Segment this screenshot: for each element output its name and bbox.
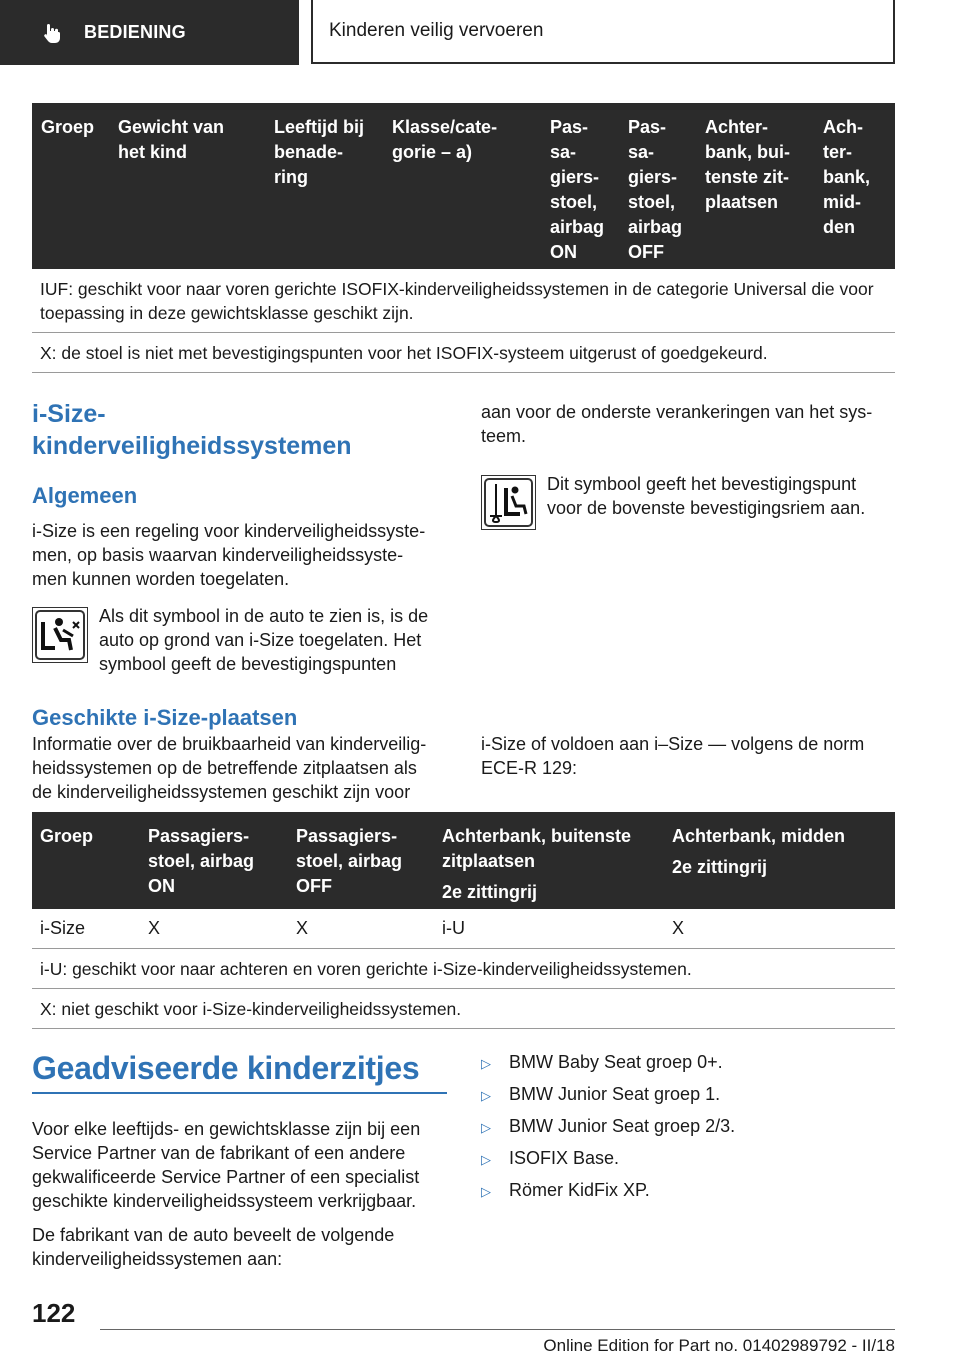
chapter-header: [311, 0, 895, 64]
recommended-seats-list: [481, 1050, 735, 1210]
th2-rear-middle-label: Achterbank, midden: [672, 826, 846, 846]
top-tether-icon: [482, 476, 535, 529]
th-line: Ach-: [823, 117, 863, 137]
th-line: gorie – a): [392, 142, 473, 162]
th-line: airbag: [550, 217, 605, 237]
th-line: bank, bui-: [705, 142, 790, 162]
isize-table: [32, 812, 895, 1029]
th-col-2: [118, 115, 224, 165]
isize-table-header: [32, 812, 895, 909]
th-col-8: [823, 115, 870, 240]
th2-groep: Groep: [40, 826, 94, 846]
th-line: stoel,: [550, 192, 598, 212]
th-line: stoel,: [628, 192, 676, 212]
isofix-table: [32, 103, 895, 373]
tether-symbol-text: Dit symbool geeft het bevestigingspunt voor de bovenste bevestigingsriem aan.: [547, 474, 866, 518]
triangle-bullet-icon: ▷: [481, 1120, 491, 1135]
th-line: Achter-: [705, 117, 769, 137]
tether-symbol: [481, 475, 536, 530]
th-line: Klasse/cate-: [392, 117, 498, 137]
th-line: ring: [274, 167, 308, 187]
triangle-bullet-icon: ▷: [481, 1088, 491, 1103]
list-item-text: ISOFIX Base.: [509, 1148, 620, 1168]
cell-passenger-off: X: [296, 918, 309, 938]
isofix-table-header: [32, 103, 895, 269]
th-line: bank,: [823, 167, 871, 187]
table2-note-iu: i-U: geschikt voor naar achteren en voren gerichte i-Size-kinderveiligheidssystemen.: [32, 949, 895, 989]
isize-seat-symbol: [32, 607, 88, 663]
header-section-tab: [0, 0, 299, 65]
th-col-1: [41, 115, 94, 140]
th-col-6: [628, 115, 682, 265]
places-text-left: Informatie over de bruikbaarheid van kinderveilig- heidssystemen op de betreffende zitplaatsen als de kinderveiligheidssystemen geschikt zijn voor: [32, 734, 427, 802]
isize-continue-text: aan voor de onderste verankeringen van het sys- teem.: [481, 402, 873, 446]
triangle-bullet-icon: ▷: [481, 1056, 491, 1071]
th-line: giers-: [550, 167, 600, 187]
advised-para-2: De fabrikant van de auto beveelt de volgende kinderveiligheidssystemen aan:: [32, 1225, 395, 1269]
cell-passenger-on: X: [148, 918, 161, 938]
table-row: [32, 909, 895, 949]
th-line: sa-: [550, 142, 577, 162]
th-col-7: [705, 115, 790, 215]
th-line: Pas-: [550, 117, 589, 137]
th2-rear-outer: [442, 824, 631, 905]
th-line: sa-: [628, 142, 655, 162]
th-line: Groep: [41, 117, 95, 137]
general-subtitle: Algemeen: [32, 483, 138, 508]
chapter-title: Kinderen veilig vervoeren: [329, 20, 544, 41]
list-item: [481, 1146, 735, 1178]
th-line: airbag: [628, 217, 683, 237]
th-col-3: [274, 115, 364, 190]
table-note-iuf: IUF: geschikt voor naar voren gerichte ISOFIX-kinderveiligheidssystemen in de categorie Universal die voor toepassing in deze gewichtsklasse geschikt zijn.: [32, 269, 895, 333]
th-line: plaatsen: [705, 192, 779, 212]
advised-title: Geadviseerde kinderzitjes: [32, 1050, 420, 1086]
th2-passenger-off: Passagiers- stoel, airbag OFF: [296, 826, 403, 896]
cell-groep: i-Size: [40, 918, 86, 938]
title-underline: [32, 1092, 447, 1094]
th-line: Leeftijd bij: [274, 117, 364, 137]
list-item: [481, 1050, 735, 1082]
list-item-text: BMW Baby Seat groep 0+.: [509, 1052, 723, 1072]
cell-rear-outer: i-U: [442, 918, 465, 938]
triangle-bullet-icon: ▷: [481, 1152, 491, 1167]
th2-rear-middle-row: 2e zittingrij: [672, 857, 768, 877]
list-item-text: BMW Junior Seat groep 2/3.: [509, 1116, 736, 1136]
th2-rear-outer-row: 2e zittingrij: [442, 882, 538, 902]
th-col-4: [392, 115, 497, 165]
isize-symbol-text: Als dit symbool in de auto te zien is, is de auto op grond van i-Size toegelaten. Het symbool geeft de bevestigingspunten: [99, 606, 429, 674]
th-line: mid-: [823, 192, 861, 212]
hand-pointer-icon: [40, 21, 64, 45]
th-line: Gewicht van: [118, 117, 225, 137]
th2-passenger-on: Passagiers- stoel, airbag ON: [148, 826, 255, 896]
child-seat-icon: [33, 608, 87, 662]
list-item-text: BMW Junior Seat groep 1.: [509, 1084, 721, 1104]
isize-intro: i-Size is een regeling voor kinderveiligheidssyste- men, op basis waarvan kinderveiligheidssyste- men kunnen worden toegelaten.: [32, 521, 426, 589]
cell-rear-middle: X: [672, 918, 685, 938]
table-note-x: X: de stoel is niet met bevestigingspunten voor het ISOFIX-systeem uitgerust of goedgekeurd.: [32, 333, 895, 373]
list-item: [481, 1114, 735, 1146]
th-col-5: [550, 115, 604, 265]
th-line: tenste zit-: [705, 167, 790, 187]
footer-edition: Online Edition for Part no. 01402989792 - II/18: [543, 1336, 895, 1355]
table2-note-x: X: niet geschikt voor i-Size-kinderveiligheidssystemen.: [32, 989, 895, 1029]
triangle-bullet-icon: ▷: [481, 1184, 491, 1199]
places-title: Geschikte i-Size-plaatsen: [32, 705, 298, 730]
th-line: Pas-: [628, 117, 667, 137]
th-line: ter-: [823, 142, 853, 162]
th2-rear-outer-label: Achterbank, buitenste zitplaatsen: [442, 826, 632, 871]
isize-title: i-Size- kinderveiligheidssystemen: [32, 400, 352, 460]
th-line: het kind: [118, 142, 188, 162]
section-label: BEDIENING: [84, 22, 186, 42]
th-line: ON: [550, 242, 577, 262]
th-line: den: [823, 217, 856, 237]
list-item: [481, 1178, 735, 1210]
th-line: benade-: [274, 142, 344, 162]
advised-para-1: Voor elke leeftijds- en gewichtsklasse zijn bij een Service Partner van de fabrikant of een andere gekwalificeerde Service Partner of een specialist geschikte kinderveiligheidssysteem verkrijgbaar.: [32, 1119, 421, 1211]
places-text-right: i-Size of voldoen aan i–Size — volgens de norm ECE-R 129:: [481, 734, 865, 778]
th-line: giers-: [628, 167, 678, 187]
th-line: OFF: [628, 242, 664, 262]
footer-rule: [100, 1329, 895, 1330]
list-item: [481, 1082, 735, 1114]
th2-rear-middle: [672, 824, 845, 880]
list-item-text: Römer KidFix XP.: [509, 1180, 650, 1200]
page-number: 122: [32, 1298, 76, 1328]
